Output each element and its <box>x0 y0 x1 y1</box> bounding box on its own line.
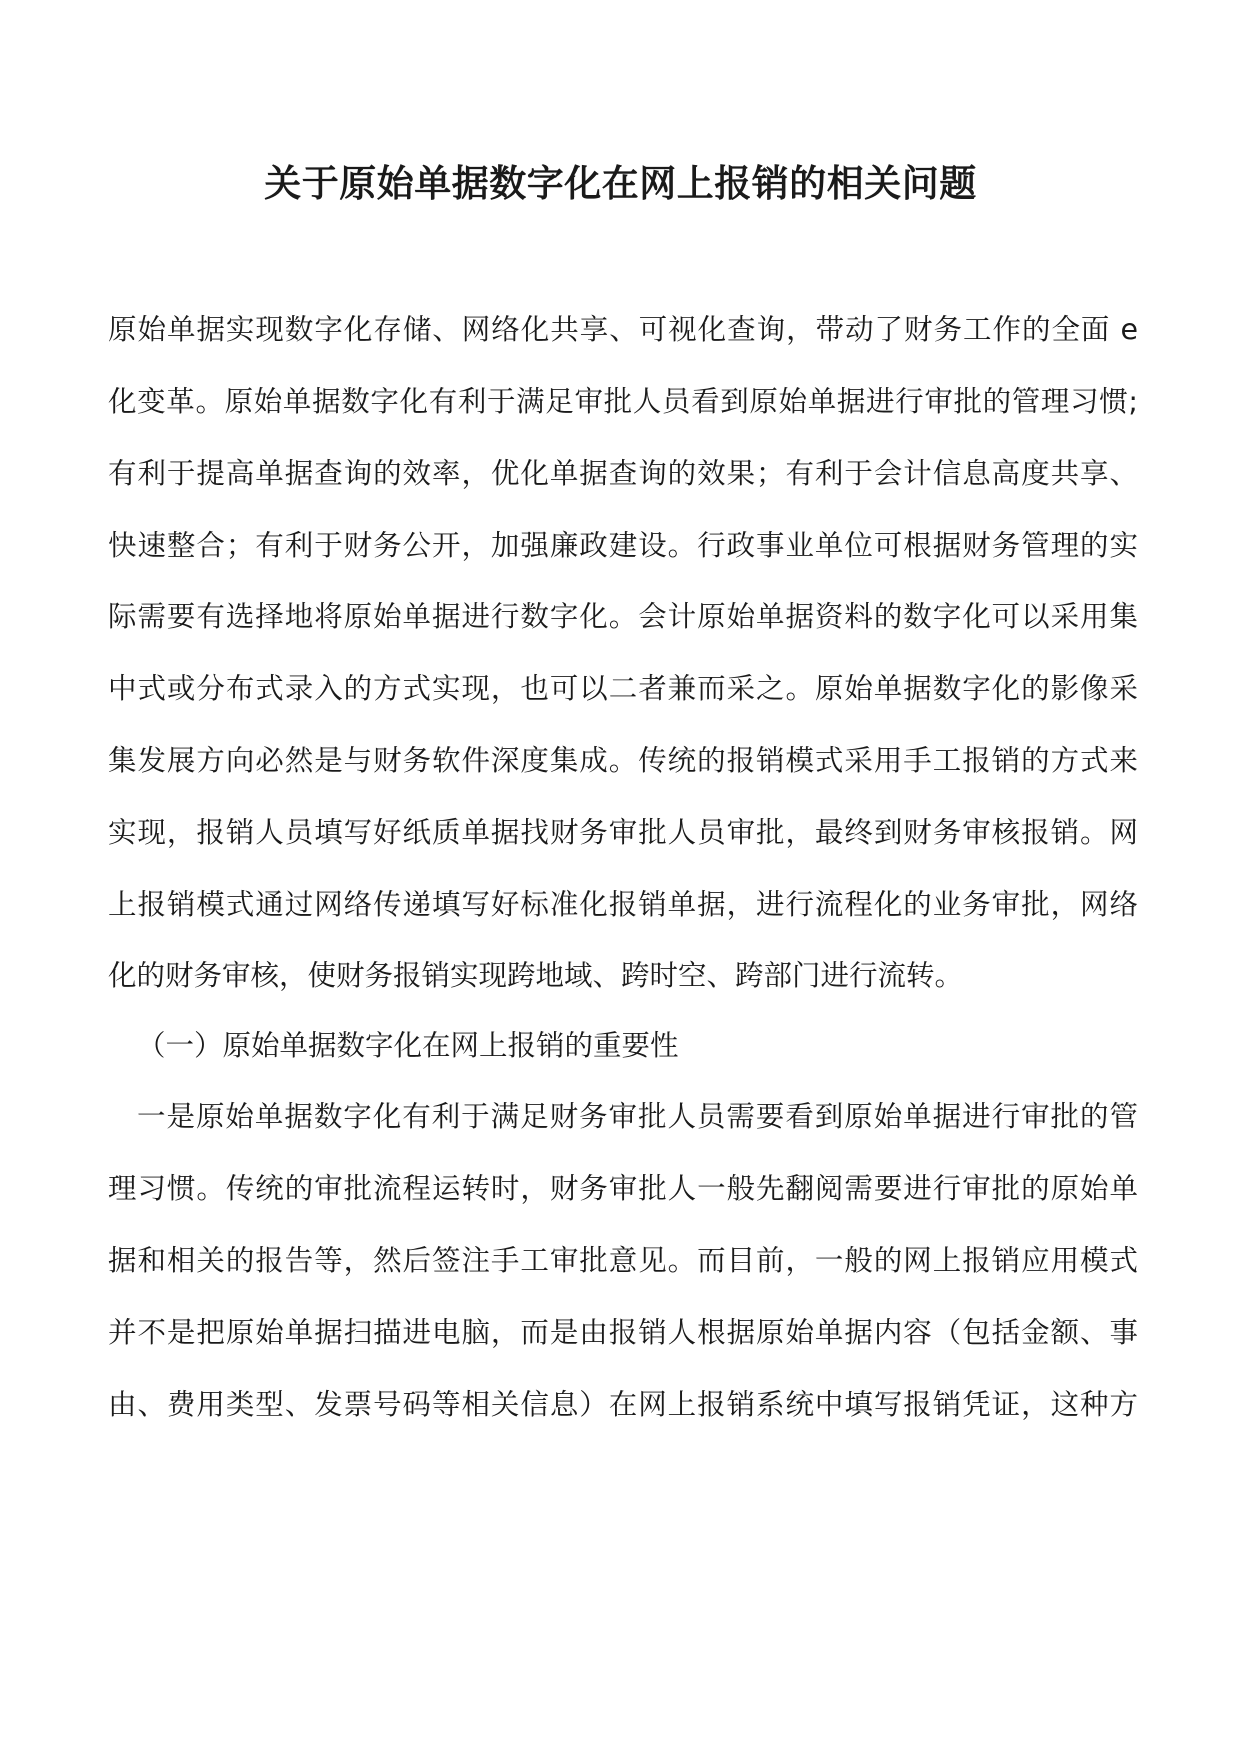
paragraph-line: 集发展方向必然是与财务软件深度集成。传统的报销模式采用手工报销的方式来 <box>108 744 1138 777</box>
paragraph-line: 据和相关的报告等，然后签注手工审批意见。而目前，一般的网上报销应用模式 <box>108 1244 1138 1277</box>
paragraph-line: 中式或分布式录入的方式实现，也可以二者兼而采之。原始单据数字化的影像采 <box>108 672 1138 705</box>
section-heading: （一）原始单据数字化在网上报销的重要性 <box>137 1029 679 1062</box>
paragraph-line: 并不是把原始单据扫描进电脑，而是由报销人根据原始单据内容（包括金额、事 <box>108 1316 1138 1349</box>
paragraph-line: 化变革。原始单据数字化有利于满足审批人员看到原始单据进行审批的管理习惯; <box>108 385 1138 418</box>
paragraph-line: 有利于提高单据查询的效率，优化单据查询的效果；有利于会计信息高度共享、 <box>108 457 1138 490</box>
paragraph-line: 由、费用类型、发票号码等相关信息）在网上报销系统中填写报销凭证，这种方 <box>108 1388 1138 1421</box>
paragraph-line: 实现，报销人员填写好纸质单据找财务审批人员审批，最终到财务审核报销。网 <box>108 816 1138 849</box>
paragraph-line: 际需要有选择地将原始单据进行数字化。会计原始单据资料的数字化可以采用集 <box>108 600 1138 633</box>
paragraph-line: 快速整合；有利于财务公开，加强廉政建设。行政事业单位可根据财务管理的实 <box>108 529 1138 562</box>
paragraph-line: 理习惯。传统的审批流程运转时，财务审批人一般先翻阅需要进行审批的原始单 <box>108 1172 1138 1205</box>
document-title: 关于原始单据数字化在网上报销的相关问题 <box>264 161 977 205</box>
paragraph-line: 上报销模式通过网络传递填写好标准化报销单据，进行流程化的业务审批，网络 <box>108 888 1138 921</box>
paragraph-line: 化的财务审核，使财务报销实现跨地域、跨时空、跨部门进行流转。 <box>108 959 964 992</box>
paragraph-line: 原始单据实现数字化存储、网络化共享、可视化查询，带动了财务工作的全面 e <box>108 313 1138 346</box>
paragraph-line: 一是原始单据数字化有利于满足财务审批人员需要看到原始单据进行审批的管 <box>137 1100 1138 1133</box>
